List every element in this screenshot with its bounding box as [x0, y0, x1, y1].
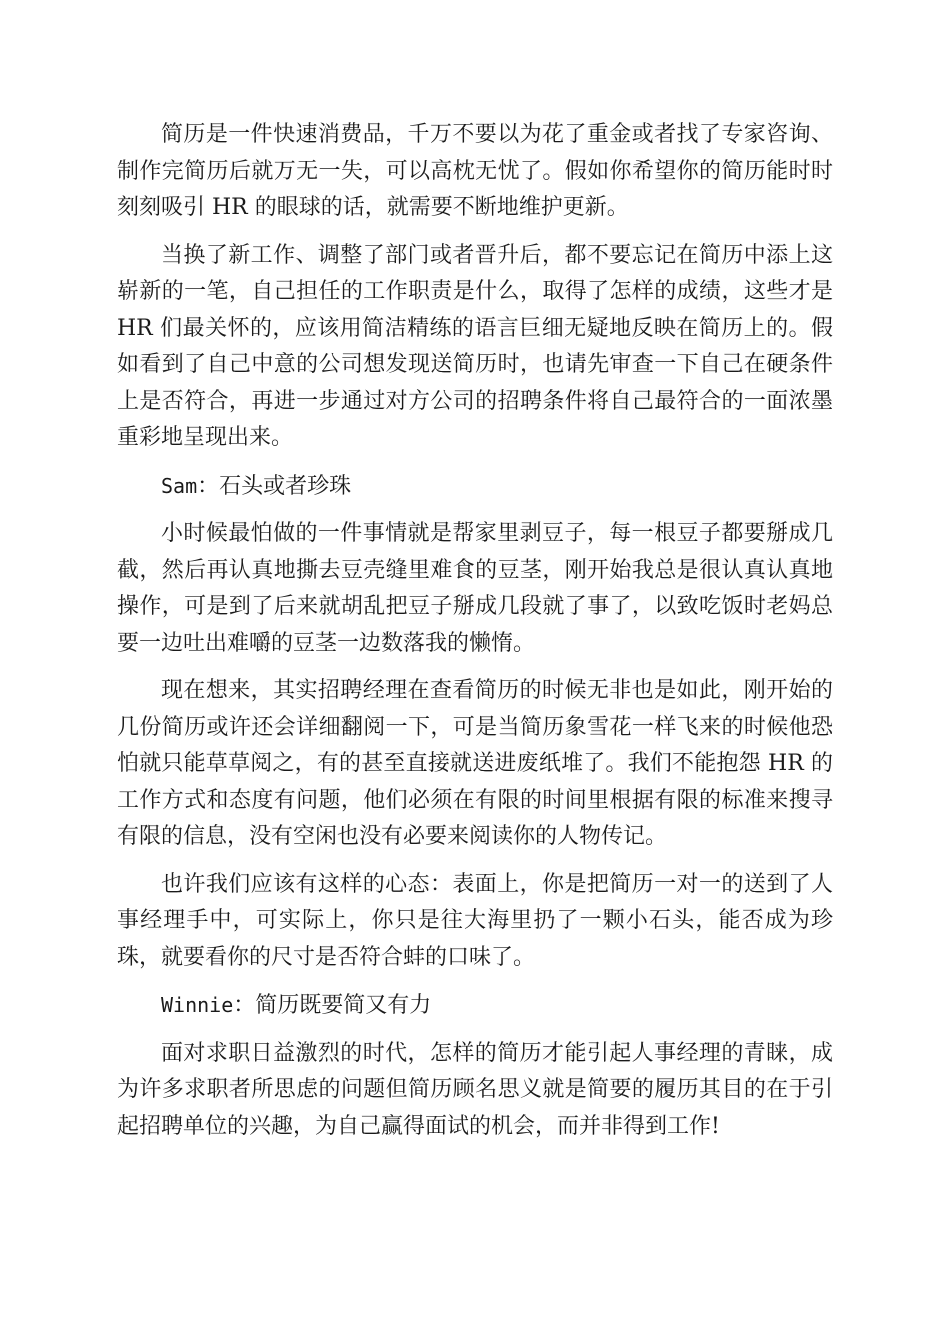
paragraph-resume-maintenance: 简历是一件快速消费品，千万不要以为花了重金或者找了专家咨询、制作完简历后就万无一失，可以高枕无忧了。假如你希望你的简历能时时刻刻吸引 HR 的眼球的话，就需要不断地维护更新。 [117, 122, 833, 220]
section-heading-winnie [117, 987, 833, 1025]
paragraph-concise-resume: 面对求职日益激烈的时代，怎样的简历才能引起人事经理的青睐，成为许多求职者所思虑的问题但简历顾名思义就是简要的履历其目的在于引起招聘单位的兴趣，为自己赢得面试的机会，而并非得到工作! [117, 1040, 833, 1139]
speaker-name-sam: Sam [161, 473, 198, 498]
document-body [117, 117, 833, 1156]
section-heading-sam [117, 468, 833, 506]
paragraph-mindset: 也许我们应该有这样的心态：表面上，你是把简历一对一的送到了人事经理手中，可实际上，你只是往大海里扔了一颗小石头，能否成为珍珠，就要看你的尺寸是否符合蚌的口味了。 [117, 871, 833, 970]
paragraph-hiring-manager: 现在想来，其实招聘经理在查看简历的时候无非也是如此，刚开始的几份简历或许还会详细翻阅一下，可是当简历象雪花一样飞来的时候他恐怕就只能草草阅之，有的甚至直接就送进废纸堆了。我们不能抱怨 HR 的工作方式和态度有问题，他们必须在有限的时间里根据有限的标准来搜寻有限的信息，没有空闲也没有必要来阅读你的人物传记。 [117, 678, 833, 849]
paragraph-childhood-beans: 小时候最怕做的一件事情就是帮家里剥豆子，每一根豆子都要掰成几截，然后再认真地撕去豆壳缝里难食的豆茎，刚开始我总是很认真认真地操作，可是到了后来就胡乱把豆子掰成几段就了事了，以致吃饭时老妈总要一边吐出难嚼的豆茎一边数落我的懒惰。 [117, 521, 833, 656]
paragraph-update-resume: 当换了新工作、调整了部门或者晋升后，都不要忘记在简历中添上这崭新的一笔，自己担任的工作职责是什么，取得了怎样的成绩，这些才是 HR 们最关怀的，应该用简洁精练的语言巨细无疑地反映在简历上的。假如看到了自己中意的公司想发现送简历时，也请先审查一下自己在硬条件上是否符合，再进一步通过对方公司的招聘条件将自己最符合的一面浓墨重彩地呈现出来。 [117, 242, 833, 450]
speaker-name-winnie: Winnie [161, 993, 234, 1017]
section-heading-winnie-title: ：简历既要简又有力 [233, 993, 432, 1018]
section-heading-sam-title: ：石头或者珍珠 [197, 473, 352, 499]
